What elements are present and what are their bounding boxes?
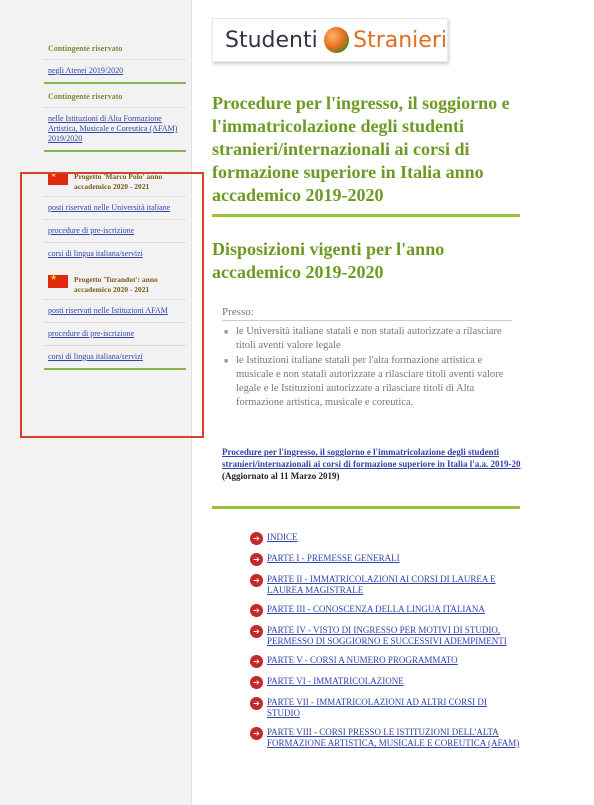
toc-item xyxy=(250,727,520,749)
turandot-link-corsi[interactable]: corsi di lingua italiana/servizi xyxy=(44,345,186,368)
toc-link-parte-7[interactable]: PARTE VII - IMMATRICOLAZIONI AD ALTRI CORSI DI STUDIO xyxy=(267,697,487,718)
toc-link-parte-8[interactable]: PARTE VIII - CORSI PRESSO LE ISTITUZIONI DELL'ALTA FORMAZIONE ARTISTICA, MUSICALE E COREUTICA (AFAM) xyxy=(267,727,520,748)
procedure-link[interactable]: Procedure per l'ingresso, il soggiorno e l'immatricolazione degli studenti stranieri/internazionali ai corsi di formazione superiore in Italia l'a.a. 2019-20 xyxy=(222,447,521,469)
toc-item xyxy=(250,553,520,566)
sidebar-link-atenei[interactable]: negli Atenei 2019/2020 xyxy=(44,59,186,82)
marco-polo-title: Progetto 'Marco Polo' anno accademico 2020 - 2021 xyxy=(74,172,163,191)
toc-item xyxy=(250,655,520,668)
toc-item xyxy=(250,532,520,545)
section-title: Disposizioni vigenti per l'anno accademico 2019-2020 xyxy=(212,239,445,282)
presso-item: ■ le Istituzioni italiane statali per l'alta formazione artistica e musicale e non statali autorizzate a rilasciare titoli aventi valore legale e le Istituzioni autorizzate a rilasciare titoli di Alta formazione artistica, musicale e coreutica. xyxy=(222,354,512,410)
divider xyxy=(212,214,520,217)
toc-link-parte-5[interactable]: PARTE V - CORSI A NUMERO PROGRAMMATO xyxy=(267,655,458,665)
procedure-paragraph xyxy=(222,446,522,482)
toc-link-parte-4[interactable]: PARTE IV - VISTO DI INGRESSO PER MOTIVI DI STUDIO, PERMESSO DI SOGGIORNO E SUCCESSIVI ADEMPIMENTI xyxy=(267,625,507,646)
table-of-contents xyxy=(250,532,520,757)
turandot-link-posti[interactable]: posti riservati nelle Istituzioni AFAM xyxy=(44,299,186,322)
toc-link-parte-2[interactable]: PARTE II - IMMATRICOLAZIONI AI CORSI DI LAUREA E LAUREA MAGISTRALE xyxy=(267,574,496,595)
presso-box xyxy=(222,306,512,411)
arrow-right-icon: ➔ xyxy=(250,655,263,668)
sidebar-heading: Contingente riservato xyxy=(48,44,123,53)
marco-polo-link-posti[interactable]: posti riservati nelle Università italiane xyxy=(44,196,186,219)
turandot-title: Progetto 'Turandot': anno accademico 2020 - 2021 xyxy=(74,275,158,294)
sidebar-block-atenei xyxy=(44,36,186,84)
arrow-right-icon: ➔ xyxy=(250,574,263,587)
toc-link-parte-6[interactable]: PARTE VI - IMMATRICOLAZIONE xyxy=(267,676,404,686)
logo-word-studenti: Studenti xyxy=(225,27,318,53)
arrow-right-icon: ➔ xyxy=(250,604,263,617)
toc-item xyxy=(250,574,520,596)
toc-link-parte-3[interactable]: PARTE III - CONOSCENZA DELLA LINGUA ITALIANA xyxy=(267,604,485,614)
arrow-right-icon: ➔ xyxy=(250,553,263,566)
highlight-box xyxy=(20,172,204,438)
site-logo[interactable] xyxy=(212,18,448,62)
sidebar-heading: Contingente riservato xyxy=(48,92,123,101)
marco-polo-link-procedure[interactable]: procedure di pre-iscrizione xyxy=(44,219,186,242)
toc-link-indice[interactable]: INDICE xyxy=(267,532,298,542)
logo-word-stranieri: Stranieri xyxy=(353,27,447,53)
globe-icon xyxy=(324,27,349,53)
toc-item xyxy=(250,604,520,617)
presso-list xyxy=(222,325,512,410)
arrow-right-icon: ➔ xyxy=(250,532,263,545)
toc-link-parte-1[interactable]: PARTE I - PREMESSE GENERALI xyxy=(267,553,400,563)
presso-label: Presso: xyxy=(222,306,512,321)
toc-item xyxy=(250,625,520,647)
arrow-right-icon: ➔ xyxy=(250,676,263,689)
arrow-right-icon: ➔ xyxy=(250,697,263,710)
arrow-right-icon: ➔ xyxy=(250,625,263,638)
arrow-right-icon: ➔ xyxy=(250,727,263,740)
turandot-link-procedure[interactable]: procedure di pre-iscrizione xyxy=(44,322,186,345)
sidebar-block-afam xyxy=(44,84,186,152)
divider xyxy=(212,506,520,509)
toc-item xyxy=(250,697,520,719)
page-title: Procedure per l'ingresso, il soggiorno e l'immatricolazione degli studenti stranieri/internazionali ai corsi di formazione superiore in Italia anno accademico 2019-2020 xyxy=(212,93,510,205)
procedure-update-note: (Aggiornato al 11 Marzo 2019) xyxy=(222,471,340,481)
presso-item: ■ le Università italiane statali e non statali autorizzate a rilasciare titoli aventi valore legale xyxy=(222,325,512,353)
sidebar-link-afam[interactable]: nelle Istituzioni di Alta Formazione Artistica, Musicale e Coreutica (AFAM) 2019/2020 xyxy=(44,107,186,150)
toc-item xyxy=(250,676,520,689)
marco-polo-link-corsi[interactable]: corsi di lingua italiana/servizi xyxy=(44,242,186,265)
